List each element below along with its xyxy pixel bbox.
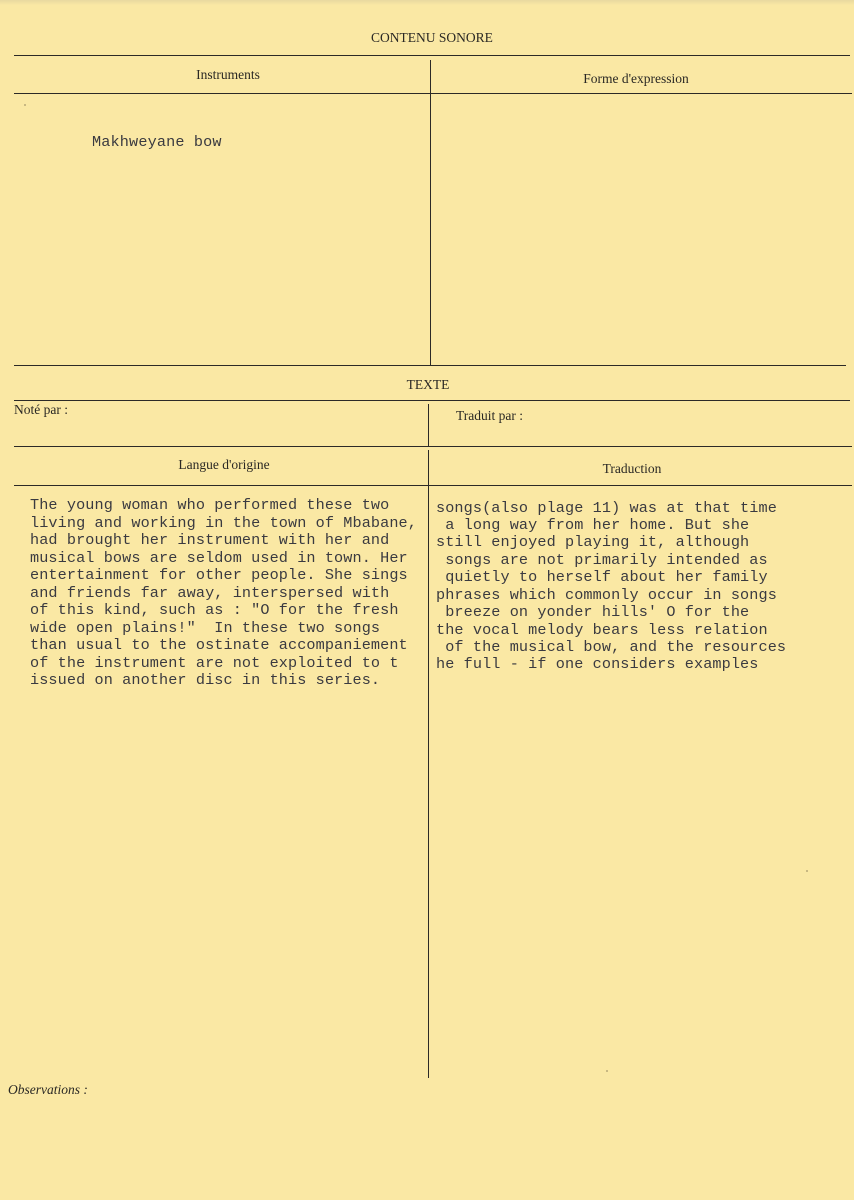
- typed-line-right: breeze on yonder hills' O for the: [436, 603, 750, 621]
- typed-line-right: he full - if one considers examples: [436, 654, 759, 673]
- rule-language-divider: [428, 450, 429, 1078]
- typed-line-right: of the musical bow, and the resources: [436, 638, 787, 656]
- rule-sound-bottom: [14, 365, 846, 366]
- typed-line-right: quietly to herself about her family: [436, 568, 768, 586]
- typed-line-right: songs are not primarily intended as: [436, 550, 768, 569]
- typed-line-left: issued on another disc in this series.: [30, 671, 381, 689]
- section-title-text: TEXTE: [406, 377, 450, 392]
- typed-line-right: phrases which commonly occur in songs: [436, 585, 777, 604]
- paper-speck: [24, 104, 26, 106]
- rule-sound-divider: [430, 60, 431, 366]
- typed-line: [30, 583, 777, 604]
- column-header-expression: Forme d'expression: [583, 71, 689, 86]
- typed-line-left: of this kind, such as : "O for the fresh: [30, 601, 399, 619]
- typed-line: [30, 653, 759, 673]
- typed-line-left: and friends far away, interspersed with: [30, 583, 390, 602]
- paper-speck: [606, 1070, 608, 1072]
- typed-line: [30, 618, 768, 639]
- rule-sound-header: [14, 93, 852, 94]
- typed-line: [30, 496, 777, 517]
- paper-speck: [806, 870, 808, 872]
- column-header-original-language: Langue d'origine: [178, 457, 270, 472]
- typed-line: [30, 566, 768, 586]
- typed-line: [30, 636, 787, 656]
- typed-line: [30, 531, 750, 551]
- instrument-entry: Makhweyane bow: [92, 133, 222, 151]
- typed-line: [30, 513, 750, 534]
- typed-line-right: a long way from her home. But she: [436, 515, 750, 534]
- typed-line-left: entertainment for other people. She sings: [30, 566, 408, 584]
- rule-text-top: [14, 400, 850, 401]
- column-header-translation: Traduction: [602, 461, 662, 476]
- typed-line-left: of the instrument are not exploited to t: [30, 653, 399, 672]
- typed-line-left: had brought her instrument with her and: [30, 531, 390, 549]
- typed-line-right: still enjoyed playing it, although: [436, 533, 750, 551]
- noted-by-label: Noté par :: [14, 402, 68, 417]
- column-header-instruments: Instruments: [196, 67, 260, 82]
- rule-sound-top: [14, 55, 850, 56]
- typed-line: [30, 548, 768, 569]
- rule-language-header: [14, 485, 852, 486]
- translated-by-label: Traduit par :: [456, 408, 523, 423]
- rule-noted-divider: [428, 404, 429, 446]
- typed-line: [30, 671, 380, 689]
- typed-line-right: the vocal melody bears less relation: [436, 620, 768, 639]
- typed-line-left: than usual to the ostinate accompaniement: [30, 636, 408, 654]
- typed-line-right: songs(also plage 11) was at that time: [436, 499, 777, 517]
- typed-line-left: wide open plains!" In these two songs: [30, 618, 381, 637]
- typed-line: [30, 601, 750, 621]
- page-edge: [0, 0, 854, 5]
- typed-line-left: living and working in the town of Mbabane,: [30, 513, 417, 532]
- typed-line-left: musical bows are seldom used in town. Her: [30, 548, 408, 567]
- rule-language-top: [14, 446, 852, 447]
- typed-line-left: The young woman who performed these two: [30, 496, 390, 514]
- observations-label: Observations :: [8, 1082, 88, 1097]
- section-title-sound: CONTENU SONORE: [371, 30, 493, 45]
